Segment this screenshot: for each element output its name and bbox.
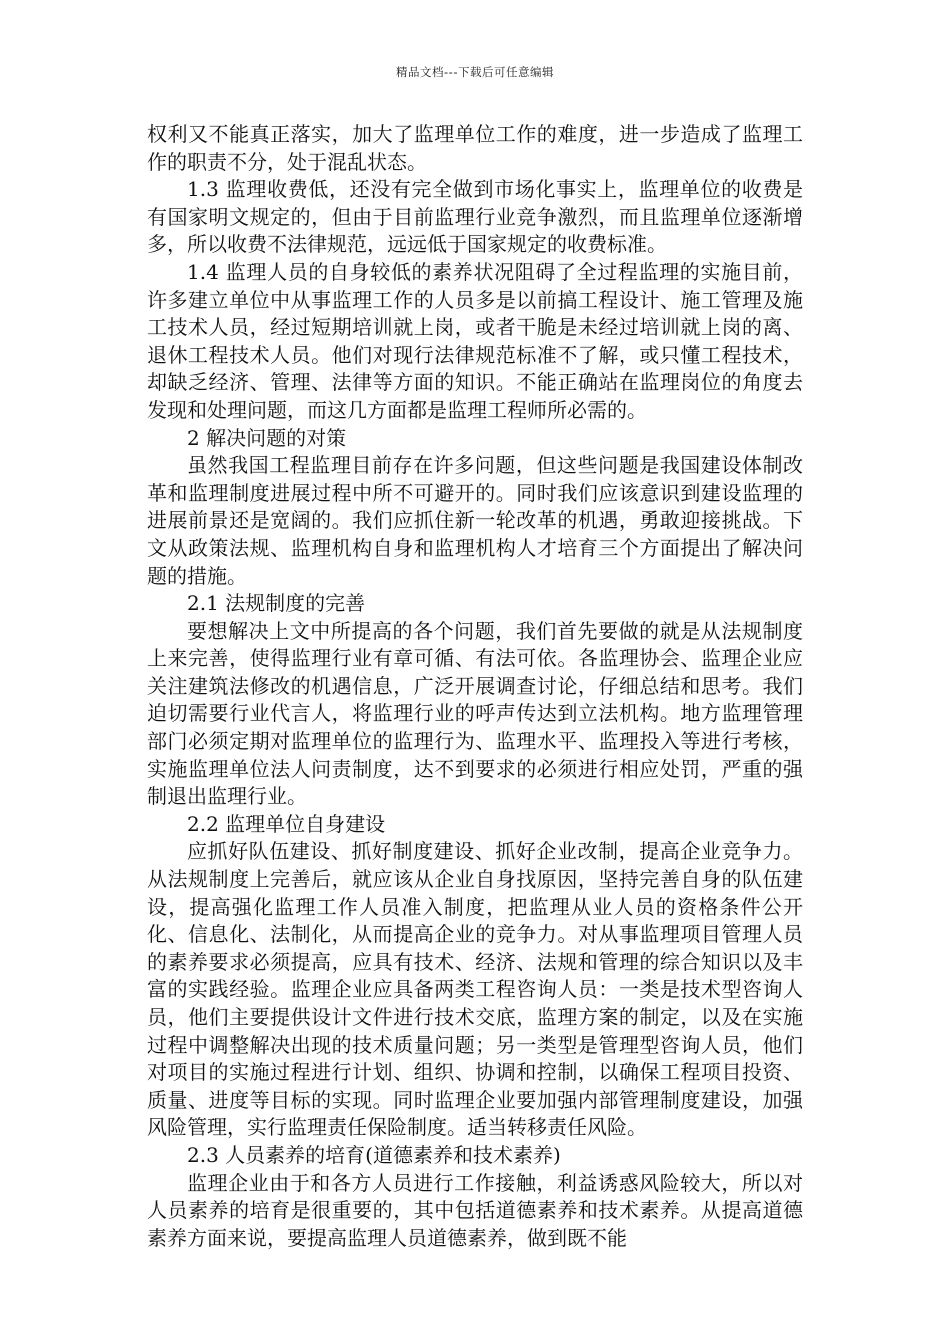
paragraph: 要想解决上文中所提高的各个问题，我们首先要做的就是从法规制度上来完善，使得监理行业有章可循、有法可依。各监理协会、监理企业应关注建筑法修改的机遇信息，广泛开展调查讨论，仔细总结和思考。我们迫切需要行业代言人，将监理行业的呼声传达到立法机构。地方监理管理部门必须定期对监理单位的监理行为、监理水平、监理投入等进行考核，实施监理单位法人问责制度，达不到要求的必须进行相应处罚，严重的强制退出监理行业。	[147, 618, 803, 809]
subsection-heading: 2.2 监理单位自身建设	[187, 811, 386, 836]
paragraph: 1.4 监理人员的自身较低的素养状况阻碍了全过程监理的实施目前，许多建立单位中从事监理工作的人员多是以前搞工程设计、施工管理及施工技术人员，经过短期培训就上岗，或者干脆是未经过培训就上岗的离、退休工程技术人员。他们对现行法律规范标准不了解，或只懂工程技术，却缺乏经济、管理、法律等方面的知识。不能正确站在监理岗位的角度去发现和处理问题，而这几方面都是监理工程师所必需的。	[147, 259, 803, 422]
paragraph: 虽然我国工程监理目前存在许多问题，但这些问题是我国建设体制改革和监理制度进展过程中所不可避开的。同时我们应该意识到建设监理的进展前景还是宽阔的。我们应抓住新一轮改革的机遇，勇敢迎接挑战。下文从政策法规、监理机构自身和监理机构人才培育三个方面提出了解决问题的措施。	[147, 453, 803, 588]
paragraph: 应抓好队伍建设、抓好制度建设、抓好企业改制，提高企业竞争力。从法规制度上完善后，就应该从企业自身找原因，坚持完善自身的队伍建设，提高强化监理工作人员准入制度，把监理从业人员的资格条件公开化、信息化、法制化，从而提高企业的竞争力。对从事监理项目管理人员的素养要求必须提高，应具有技术、经济、法规和管理的综合知识以及丰富的实践经验。监理企业应具备两类工程咨询人员：一类是技术型咨询人员，他们主要提供设计文件进行技术交底，监理方案的制定，以及在实施过程中调整解决出现的技术质量问题；另一类型是管理型咨询人员，他们对项目的实施过程进行计划、组织、协调和控制，以确保工程项目投资、质量、进度等目标的实现。同时监理企业要加强内部管理制度建设，加强风险管理，实行监理责任保险制度。适当转移责任风险。	[147, 839, 803, 1140]
section-heading: 2 解决问题的对策	[187, 425, 347, 450]
subsection-heading: 2.1 法规制度的完善	[187, 591, 366, 616]
paragraph: 1.3 监理收费低，还没有完全做到市场化事实上，监理单位的收费是有国家明文规定的，但由于目前监理行业竞争激烈，而且监理单位逐渐增多，所以收费不法律规范，远远低于国家规定的收费标准。	[147, 177, 803, 257]
paragraph: 监理企业由于和各方人员进行工作接触，利益诱惑风险较大，所以对人员素养的培育是很重要的，其中包括道德素养和技术素养。从提高道德素养方面来说，要提高监理人员道德素养，做到既不能	[147, 1170, 803, 1250]
document-body	[147, 121, 803, 1252]
subsection-heading: 2.3 人员素养的培育(道德素养和技术素养)	[187, 1142, 561, 1167]
paragraph: 权利又不能真正落实，加大了监理单位工作的难度，进一步造成了监理工作的职责不分，处于混乱状态。	[147, 122, 803, 174]
page-header: 精品文档---下载后可任意编辑	[396, 65, 554, 79]
